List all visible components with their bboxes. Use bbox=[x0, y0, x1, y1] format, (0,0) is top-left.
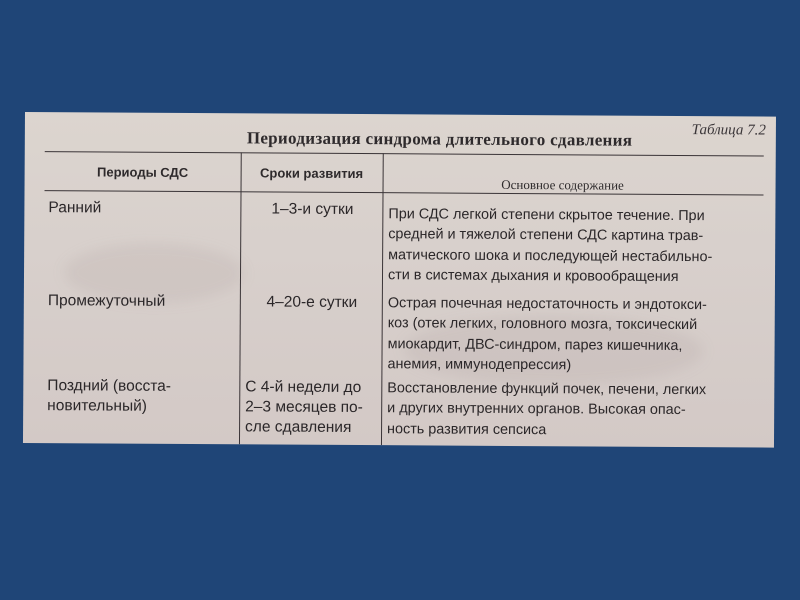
header-content: Основное содержание bbox=[501, 176, 624, 193]
column-divider bbox=[239, 152, 242, 444]
row-intermediate-term: 4–20-е сутки bbox=[266, 293, 358, 312]
row-early-period: Ранний bbox=[48, 199, 102, 217]
column-divider bbox=[381, 153, 384, 445]
table-photo bbox=[23, 112, 776, 448]
row-early-term: 1–3-и сутки bbox=[271, 200, 354, 219]
table-title: Периодизация синдрома длительного сдавления bbox=[246, 128, 633, 150]
header-terms: Сроки развития bbox=[260, 165, 364, 182]
row-early-content: При СДС легкой степени скрытое течение. При средней и тяжелой степени СДС картина трав- матического шока и последующей нестабильно- сти в системах дыхания и кровообращения bbox=[387, 206, 713, 285]
row-late-content: Восстановление функций почек, печени, легких и других внутренних органов. Высокая опас- ность развития сепсиса bbox=[387, 380, 707, 438]
row-late-term: С 4-й недели до 2–3 месяцев по- сле сдавления bbox=[245, 378, 363, 436]
table-caption: Таблица 7.2 bbox=[691, 122, 766, 139]
row-late-period: Поздний (восста- новительный) bbox=[47, 377, 172, 415]
header-periods: Периоды СДС bbox=[97, 164, 189, 180]
row-intermediate-period: Промежуточный bbox=[47, 292, 166, 310]
table-top-rule bbox=[45, 151, 764, 156]
row-intermediate-content: Острая почечная недостаточность и эндотокси- коз (отек легких, головного мозга, токсический миокардит, ДВС-синдром, парез кишечника, анемия, иммунодепрессия) bbox=[387, 295, 707, 374]
